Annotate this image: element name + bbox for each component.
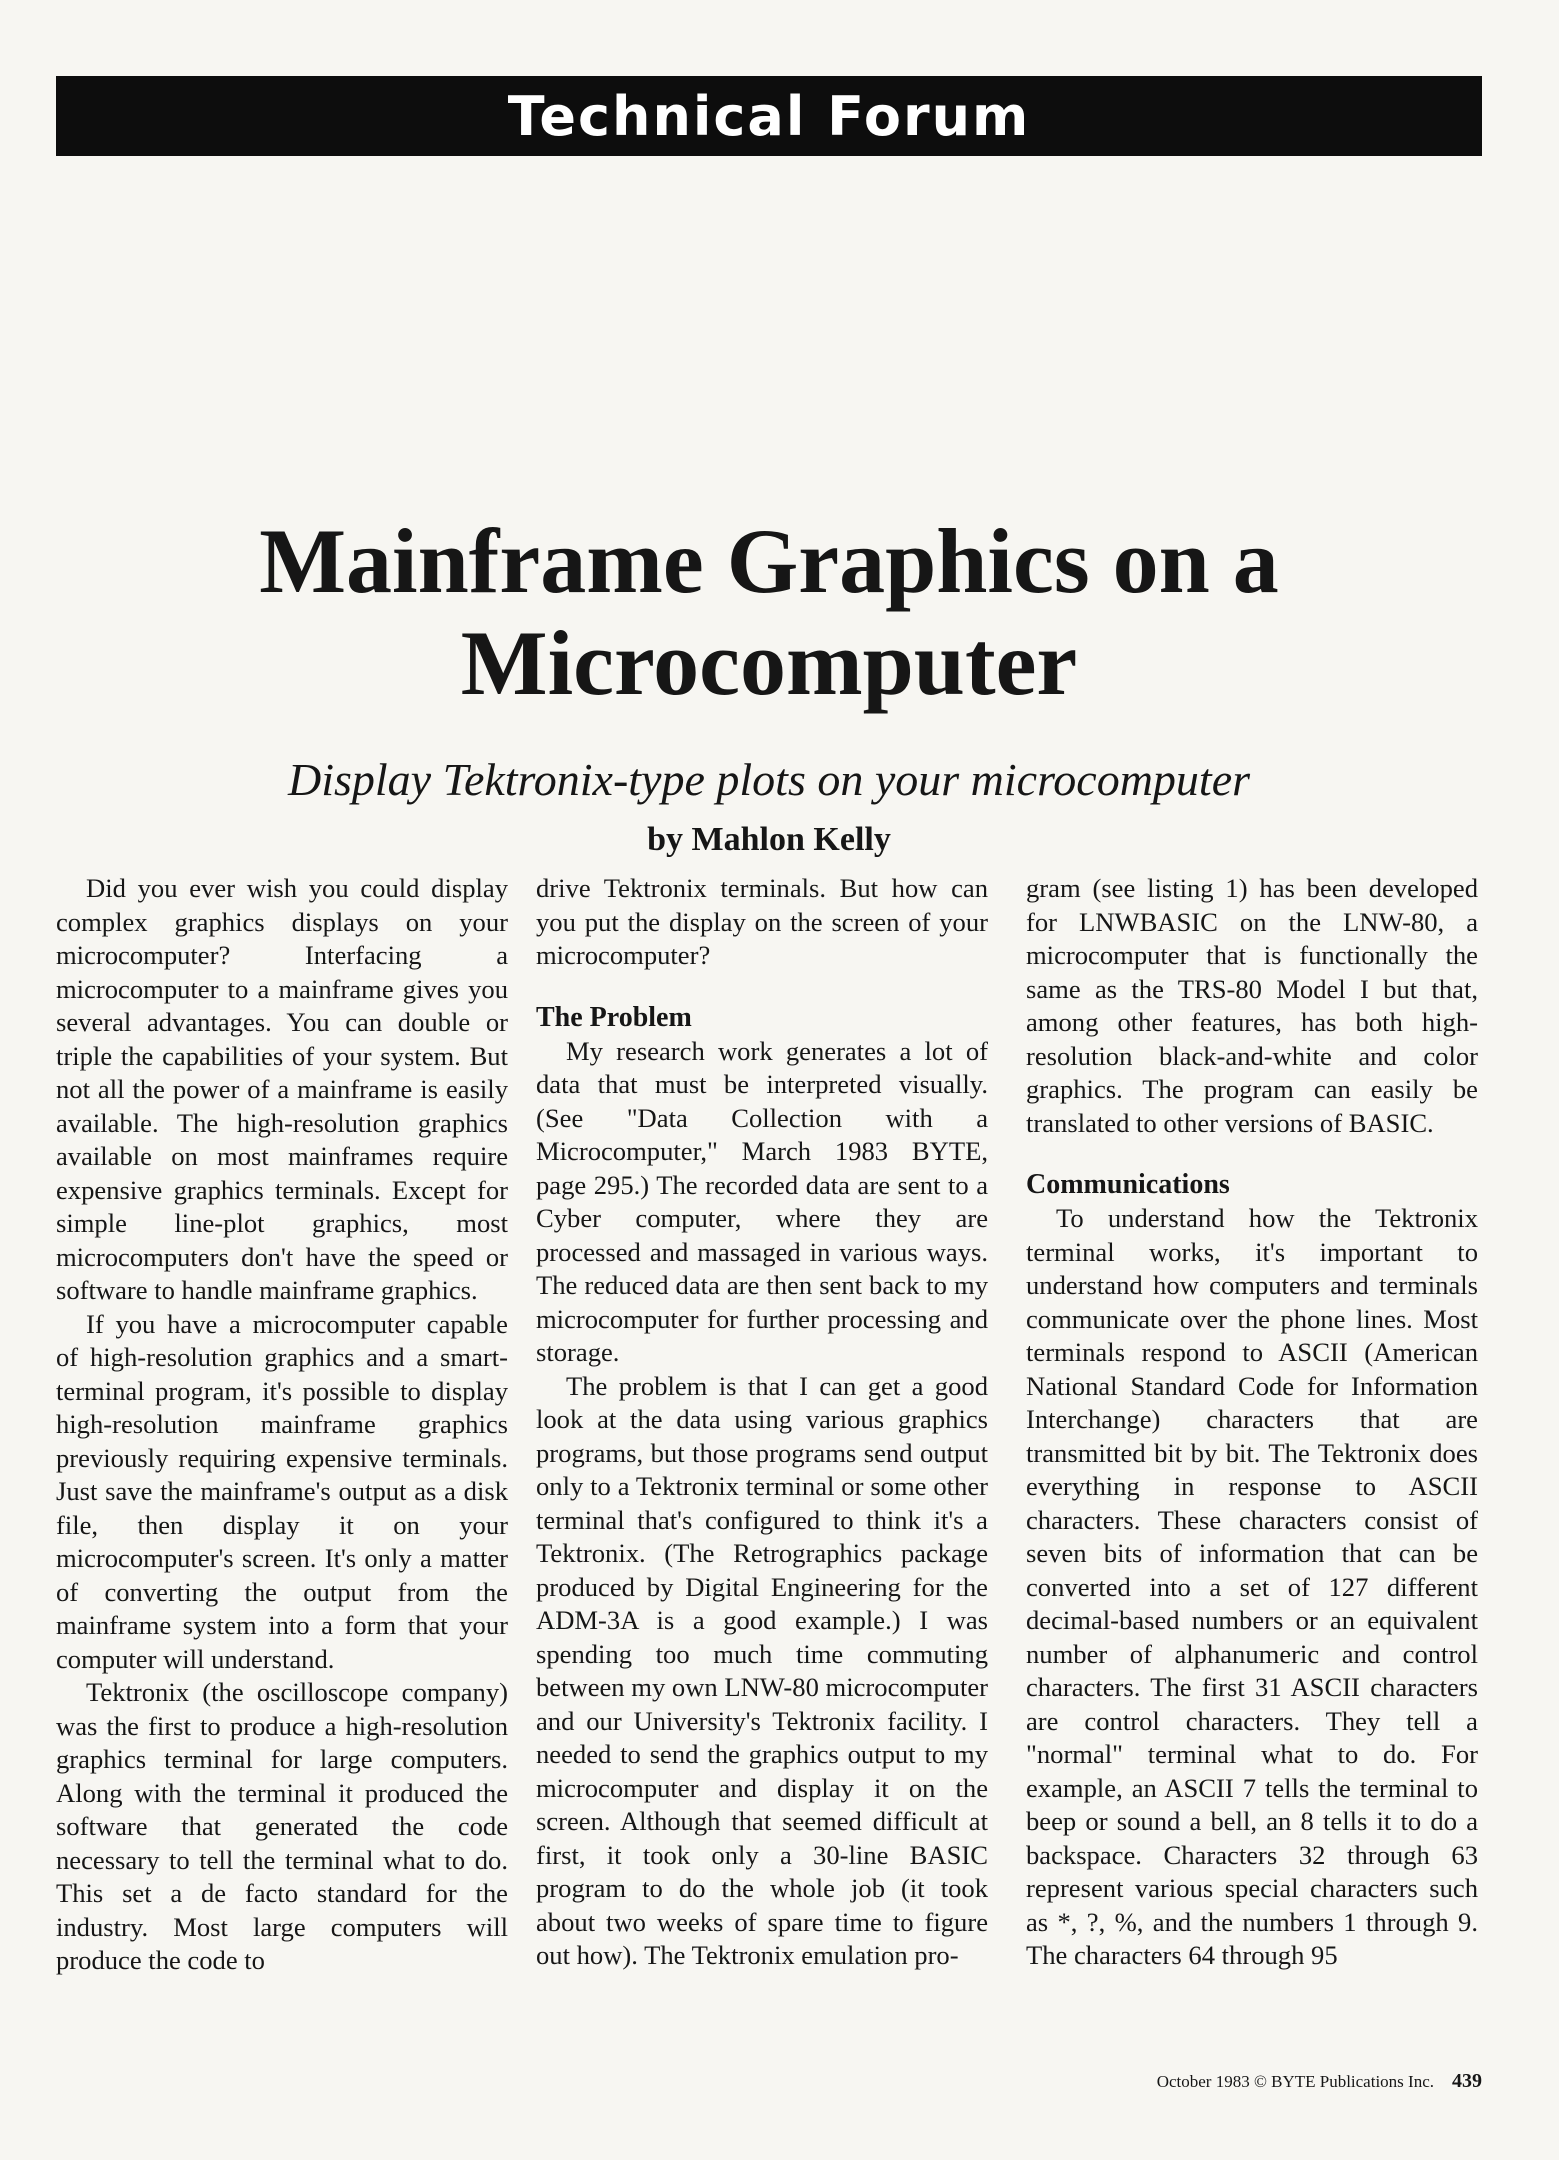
section-banner-label: Technical Forum: [507, 84, 1031, 148]
page-footer: [1026, 2070, 1482, 2093]
paragraph: gram (see listing 1) has been developed for LNWBASIC on the LNW-80, a microcomputer that is functionally the same as the TRS-80 Model I but that, among other features, has both high-resolution black-and-white and color graphics. The program can easily be translated to other versions of BASIC.: [1026, 873, 1478, 1138]
article-title: [56, 510, 1482, 714]
text-column-3: [1026, 872, 1478, 1973]
paragraph: Did you ever wish you could display complex graphics displays on your microcomputer? Interfacing a microcomputer to a mainframe gives you several advantages. You can double or triple the capabilities of your system. But not all the power of a mainframe is easily available. The high-resolution graphics available on most mainframes require expensive graphics terminals. Except for simple line-plot graphics, most microcomputers don't have the speed or software to handle mainframe graphics.: [56, 873, 508, 1305]
paragraph: Tektronix (the oscilloscope company) was the first to produce a high-resolution graphics terminal for large computers. Along with the terminal it produced the software that generated the code necessary to tell the terminal what to do. This set a de facto standard for the industry. Most large computers will produce the code to: [56, 1677, 508, 1975]
section-banner: [56, 76, 1482, 156]
paragraph: The problem is that I can get a good look at the data using various graphics programs, but those programs send output only to a Tektronix terminal or some other terminal that's configured to think it's a Tektronix. (The Retrographics package produced by Digital Engineering for the ADM-3A is a good example.) I was spending too much time commuting between my own LNW-80 microcomputer and our University's Tektronix facility. I needed to send the graphics output to my microcomputer and display it on the screen. Although that seemed difficult at first, it took only a 30-line BASIC program to do the whole job (it took about two weeks of spare time to figure out how). The Tektronix emulation pro-: [536, 1370, 988, 1970]
paragraph: My research work generates a lot of data that must be interpreted visually. (See "Data Collection with a Microcomputer," March 1983 BYTE, page 295.) The recorded data are sent to a Cyber computer, where they are processed and massaged in various ways. The reduced data are then sent back to my microcomputer for further processing and storage.: [536, 1035, 988, 1367]
page-number: 439: [1452, 2070, 1482, 2092]
paragraph: If you have a microcomputer capable of high-resolution graphics and a smart-terminal program, it's possible to display high-resolution mainframe graphics previously requiring expensive terminals. Just save the mainframe's output as a disk file, then display it on your microcomputer's screen. It's only a matter of converting the output from the mainframe system into a form that your computer will understand.: [56, 1308, 508, 1674]
paragraph: drive Tektronix terminals. But how can you put the display on the screen of your microcomputer?: [536, 873, 988, 970]
footer-publication-line: October 1983 © BYTE Publications Inc.: [1156, 2072, 1434, 2091]
section-heading-communications: Communications: [1026, 1169, 1230, 1200]
paragraph: To understand how the Tektronix terminal works, it's important to understand how computers and terminals communicate over the phone lines. Most terminals respond to ASCII (American National Standard Code for Information Interchange) characters that are transmitted bit by bit. The Tektronix does everything in response to ASCII characters. These characters consist of seven bits of information that can be converted into a set of 127 different decimal-based numbers or an equivalent number of alphanumeric and control characters. The first 31 ASCII characters are control characters. They tell a "normal" terminal what to do. For example, an ASCII 7 tells the terminal to beep or sound a bell, an 8 tells it to do a backspace. Characters 32 through 63 represent various special characters such as *, ?, %, and the numbers 1 through 9. The characters 64 through 95: [1026, 1203, 1478, 1970]
article-title-line-1: Mainframe Graphics on a: [259, 510, 1279, 612]
text-column-1: [56, 872, 508, 1978]
section-heading-problem: The Problem: [536, 1001, 692, 1033]
article-byline: by Mahlon Kelly: [647, 821, 891, 858]
article-title-line-2: Microcomputer: [460, 612, 1078, 714]
article-subtitle: Display Tektronix-type plots on your microcomputer: [287, 754, 1251, 805]
text-column-2: [536, 872, 988, 1973]
